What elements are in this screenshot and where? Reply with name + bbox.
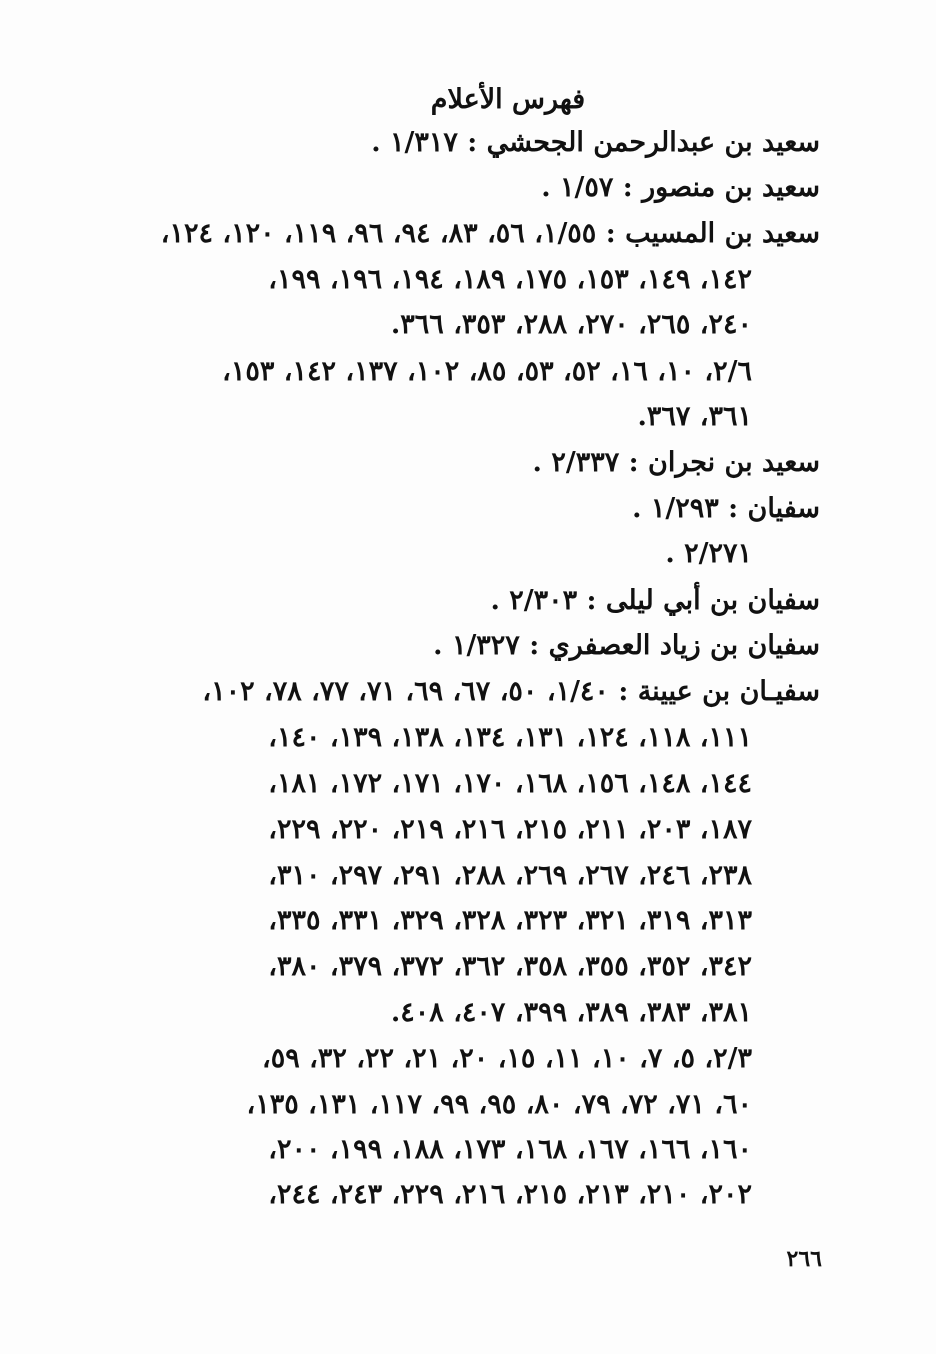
index-entry-continuation: ١١١، ١١٨، ١٢٤، ١٣١، ١٣٤، ١٣٨، ١٣٩، ١٤٠، — [268, 722, 752, 753]
index-entry: سعيد بن المسيب : ١/٥٥، ٥٦، ٨٣، ٩٤، ٩٦، ١١٩، ١٢٠، ١٢٤، — [160, 218, 820, 249]
index-entry-continuation: ٢٠٢، ٢١٠، ٢١٣، ٢١٥، ٢١٦، ٢٢٩، ٢٤٣، ٢٤٤، — [268, 1179, 752, 1210]
index-entry: سعيد بن نجران : ٢/٣٣٧ . — [532, 447, 820, 478]
index-entry-continuation: ١٨٧، ٢٠٣، ٢١١، ٢١٥، ٢١٦، ٢١٩، ٢٢٠، ٢٢٩، — [268, 814, 752, 845]
index-entry-continuation: ٦٠، ٧١، ٧٢، ٧٩، ٨٠، ٩٥، ٩٩، ١١٧، ١٣١، ١٣٥، — [246, 1089, 752, 1120]
index-entry-continuation: ١٦٠، ١٦٦، ١٦٧، ١٦٨، ١٧٣، ١٨٨، ١٩٩، ٢٠٠، — [268, 1134, 752, 1165]
index-entry-volume: ٢/٦، ١٠، ١٦، ٥٢، ٥٣، ٨٥، ١٠٢، ١٣٧، ١٤٢، ١٥٣، — [222, 356, 752, 387]
page-number: ٢٦٦ — [786, 1246, 822, 1272]
index-entry: سفيـان بن عيينة : ١/٤٠، ٥٠، ٦٧، ٦٩، ٧١، ٧٧، ٧٨، ١٠٢، — [202, 676, 820, 707]
index-entry-volume: ٢/٣، ٥، ٧، ١٠، ١١، ١٥، ٢٠، ٢١، ٢٢، ٣٢، ٥٩، — [262, 1043, 752, 1074]
index-entry-continuation: ١٤٢، ١٤٩، ١٥٣، ١٧٥، ١٨٩، ١٩٤، ١٩٦، ١٩٩، — [268, 264, 752, 295]
index-entry-continuation: ٣١٣، ٣١٩، ٣٢١، ٣٢٣، ٣٢٨، ٣٢٩، ٣٣١، ٣٣٥، — [268, 905, 752, 936]
index-entry-continuation: ٢٤٠، ٢٦٥، ٢٧٠، ٢٨٨، ٣٥٣، ٣٦٦. — [390, 309, 752, 340]
index-entry: سعيد بن منصور : ١/٥٧ . — [541, 172, 820, 203]
page-title: فهرس الأعلام — [430, 84, 586, 115]
index-entry: سفيان بن زياد العصفري : ١/٣٢٧ . — [433, 630, 820, 661]
index-entry-continuation: ٢٣٨، ٢٤٦، ٢٦٧، ٢٦٩، ٢٨٨، ٢٩١، ٢٩٧، ٣١٠، — [268, 860, 752, 891]
index-entry-continuation: ٣٦١، ٣٦٧. — [637, 401, 752, 432]
index-entry: سعيد بن عبدالرحمن الجحشي : ١/٣١٧ . — [371, 127, 820, 158]
index-entry-continuation: ٣٨١، ٣٨٣، ٣٨٩، ٣٩٩، ٤٠٧، ٤٠٨. — [390, 997, 752, 1028]
index-entry: سفيان بن أبي ليلى : ٢/٣٠٣ . — [490, 585, 820, 616]
index-entry-continuation: ٣٤٢، ٣٥٢، ٣٥٥، ٣٥٨، ٣٦٢، ٣٧٢، ٣٧٩، ٣٨٠، — [268, 951, 752, 982]
index-entry: سفيان : ١/٢٩٣ . — [632, 493, 820, 524]
index-entry-volume: ٢/٢٧١ . — [665, 538, 752, 569]
index-entry-continuation: ١٤٤، ١٤٨، ١٥٦، ١٦٨، ١٧٠، ١٧١، ١٧٢، ١٨١، — [268, 768, 752, 799]
